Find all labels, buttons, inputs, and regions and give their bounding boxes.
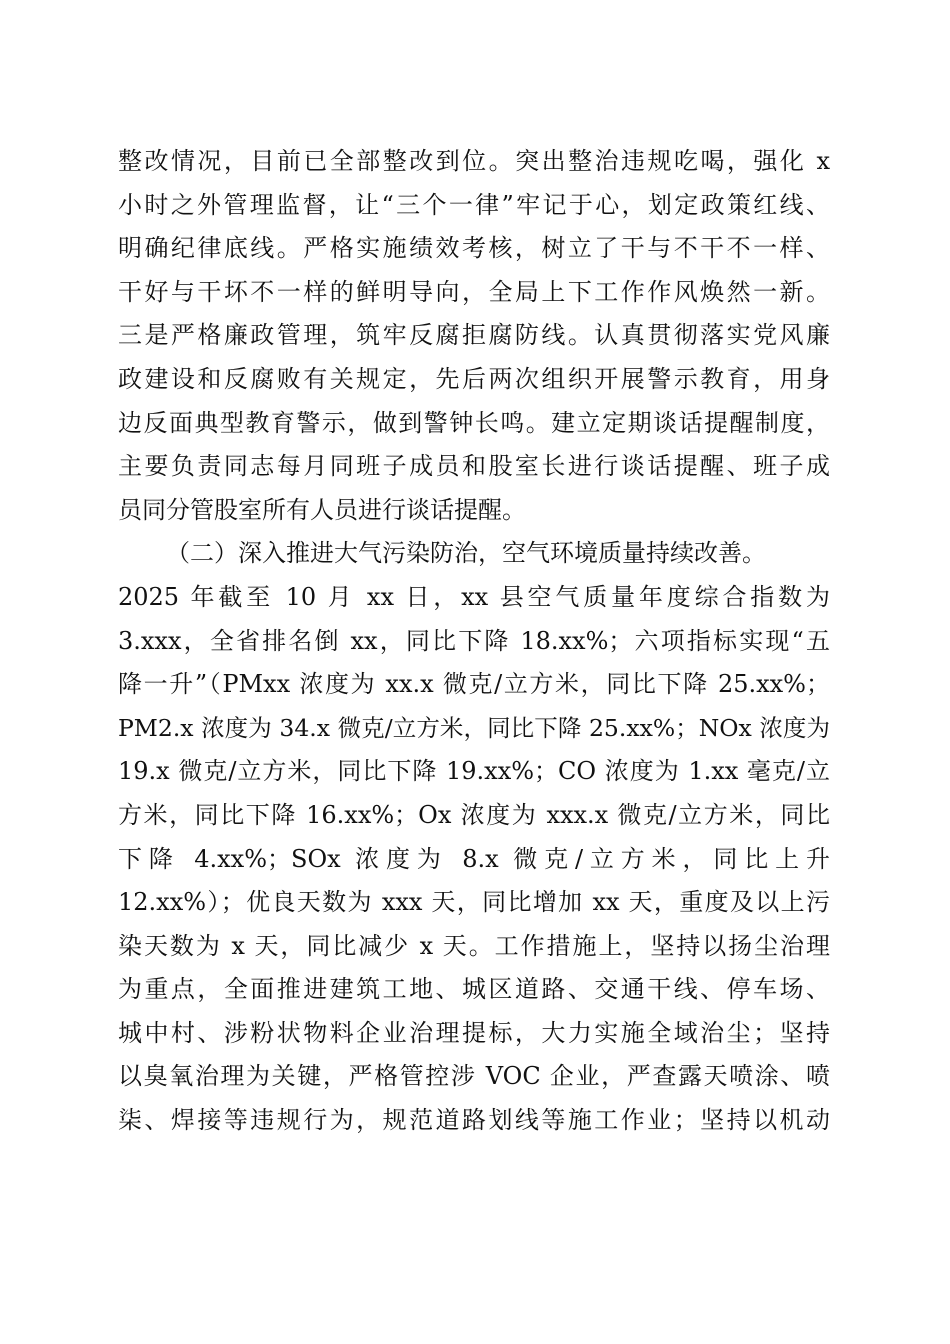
text-line: 干好与干坏不一样的鲜明导向，全局上下工作作风焕然一新。 — [118, 277, 830, 306]
text-line: 三是严格廉政管理，筑牢反腐拒腐防线。认真贯彻落实党风廉 — [118, 321, 830, 350]
text-line: 边反面典型教育警示，做到警钟长鸣。建立定期谈话提醒制度， — [118, 408, 830, 437]
text-line: 明确纪律底线。严格实施绩效考核，树立了干与不干不一样、 — [118, 234, 830, 263]
body-text — [118, 140, 830, 1143]
text-line: PM2.x 浓度为 34.x 微克/立方米，同比下降 25.xx%；NOx 浓度为 — [118, 713, 830, 742]
text-line: 政建设和反腐败有关规定，先后两次组织开展警示教育，用身 — [118, 364, 830, 393]
text-line: 2025 年截至 10 月 xx 日，xx 县空气质量年度综合指数为 — [118, 582, 830, 611]
text-line: 染天数为 x 天，同比减少 x 天。工作措施上，坚持以扬尘治理 — [118, 931, 830, 960]
text-line: 柒、焊接等违规行为，规范道路划线等施工作业；坚持以机动 — [118, 1106, 830, 1135]
section-heading: （二）深入推进大气污染防治，空气环境质量持续改善。 — [166, 539, 766, 568]
text-line: 主要负责同志每月同班子成员和股室长进行谈话提醒、班子成 — [118, 452, 830, 481]
text-line: 以臭氧治理为关键，严格管控涉 VOC 企业，严查露天喷涂、喷 — [118, 1062, 830, 1091]
text-line: 降一升”（PMxx 浓度为 xx.x 微克/立方米，同比下降 25.xx%； — [118, 670, 830, 699]
text-line: 为重点，全面推进建筑工地、城区道路、交通干线、停车场、 — [118, 975, 830, 1004]
text-line: 3.xxx，全省排名倒 xx，同比下降 18.xx%；六项指标实现“五 — [118, 626, 830, 655]
text-line: 整改情况，目前已全部整改到位。突出整治违规吃喝，强化 x — [118, 147, 830, 175]
text-line: 12.xx%）；优良天数为 xxx 天，同比增加 xx 天，重度及以上污 — [118, 888, 830, 917]
text-line: 城中村、涉粉状物料企业治理提标，大力实施全域治尘；坚持 — [118, 1018, 830, 1047]
text-line: 方米，同比下降 16.xx%；Ox 浓度为 xxx.x 微克/立方米，同比 — [118, 800, 830, 829]
text-line: 小时之外管理监督，让“三个一律”牢记于心，划定政策红线、 — [118, 190, 830, 219]
text-line: 员同分管股室所有人员进行谈话提醒。 — [118, 495, 526, 524]
text-line: 19.x 微克/立方米，同比下降 19.xx%；CO 浓度为 1.xx 毫克/立 — [118, 757, 830, 786]
text-line: 下降 4.xx%；SOx 浓度为 8.x 微克/立方米，同比上升 — [118, 844, 830, 873]
